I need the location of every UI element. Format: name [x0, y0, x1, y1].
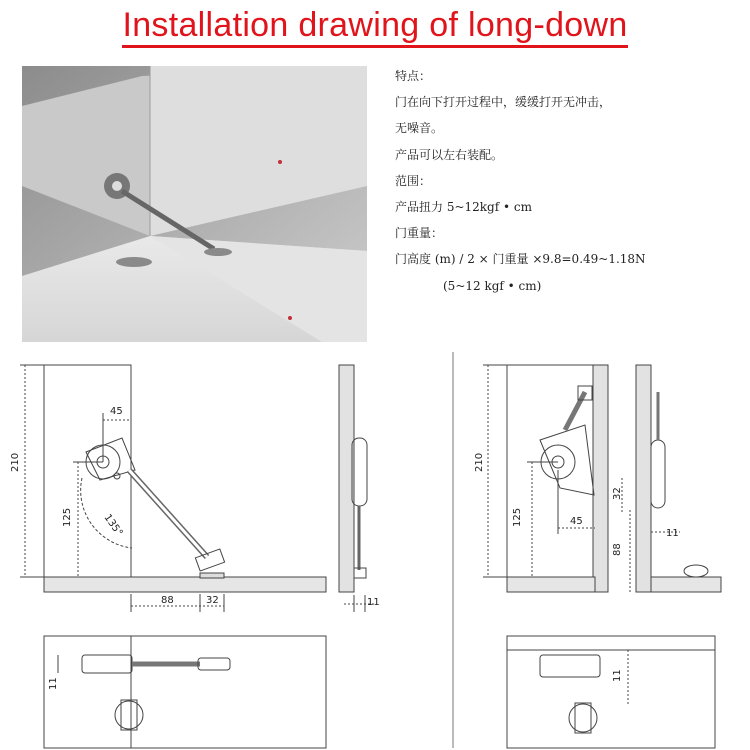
left-plan-hinge	[82, 655, 132, 673]
left-hinge-body	[86, 438, 135, 480]
spec-line3: 产品可以左右装配。	[395, 147, 504, 162]
left-hinge-arm-core	[129, 470, 207, 557]
spec-formula-unit: (5~12 kgf • cm)	[443, 278, 542, 293]
right-plan-cup	[569, 704, 597, 732]
left-label-45: 45	[110, 406, 123, 417]
right-plan-hinge	[540, 655, 600, 677]
left-label-88: 88	[161, 595, 174, 606]
right-profile-foot	[684, 565, 708, 577]
spec-door-weight-heading: 门重量：	[395, 226, 444, 241]
right-profile-base	[651, 577, 721, 592]
left-plan-foot	[198, 658, 230, 670]
right-label-45: 45	[570, 516, 583, 527]
left-plan-cup	[115, 701, 143, 729]
left-angle-arc	[81, 478, 132, 548]
right-elevation	[483, 365, 630, 592]
right-label-32: 32	[612, 487, 623, 500]
left-plan-outline	[44, 636, 326, 748]
left-label-32: 32	[206, 595, 219, 606]
right-hinge-body	[540, 425, 594, 495]
spec-line1: 门在向下打开过程中，缓缓打开无冲击，	[395, 95, 612, 110]
left-label-210: 210	[10, 452, 21, 472]
left-plan-view	[44, 636, 326, 748]
left-label-135: 135°	[101, 512, 125, 539]
right-profile-wall	[636, 365, 651, 592]
left-elevation	[20, 365, 326, 612]
title-text: Installation drawing of long-down	[122, 6, 627, 48]
right-label-210: 210	[474, 452, 485, 472]
right-label-11-plan: 11	[612, 669, 623, 682]
spec-range-heading: 范围：	[395, 173, 432, 188]
right-profile-hinge	[651, 440, 665, 508]
right-side-profile	[636, 365, 721, 592]
right-plan-cup-plate	[575, 703, 591, 733]
left-label-11-plan: 11	[48, 677, 59, 690]
right-plan-outline	[507, 636, 715, 748]
spec-heading: 特点：	[395, 69, 432, 83]
right-cabinet-base	[507, 577, 595, 592]
right-label-88: 88	[612, 543, 623, 556]
left-label-11-side: 11	[367, 597, 380, 608]
right-cabinet-wall	[593, 365, 608, 592]
spec-torque: 产品扭力 5~12kgf • cm	[395, 199, 532, 214]
spec-formula: 门高度 (m) / 2 × 门重量 ×9.8=0.49~1.18N	[395, 252, 646, 267]
left-mount-plate	[200, 573, 224, 578]
left-side-profile	[339, 365, 375, 612]
right-plan-view	[507, 636, 715, 748]
right-label-11-side: 11	[666, 528, 679, 539]
spec-line2: 无噪音。	[395, 121, 444, 136]
left-label-125: 125	[62, 507, 73, 527]
right-label-125: 125	[512, 507, 523, 527]
right-hinge-arm	[565, 392, 585, 430]
left-plan-cup-plate	[121, 700, 137, 730]
left-cabinet-base	[44, 577, 326, 592]
